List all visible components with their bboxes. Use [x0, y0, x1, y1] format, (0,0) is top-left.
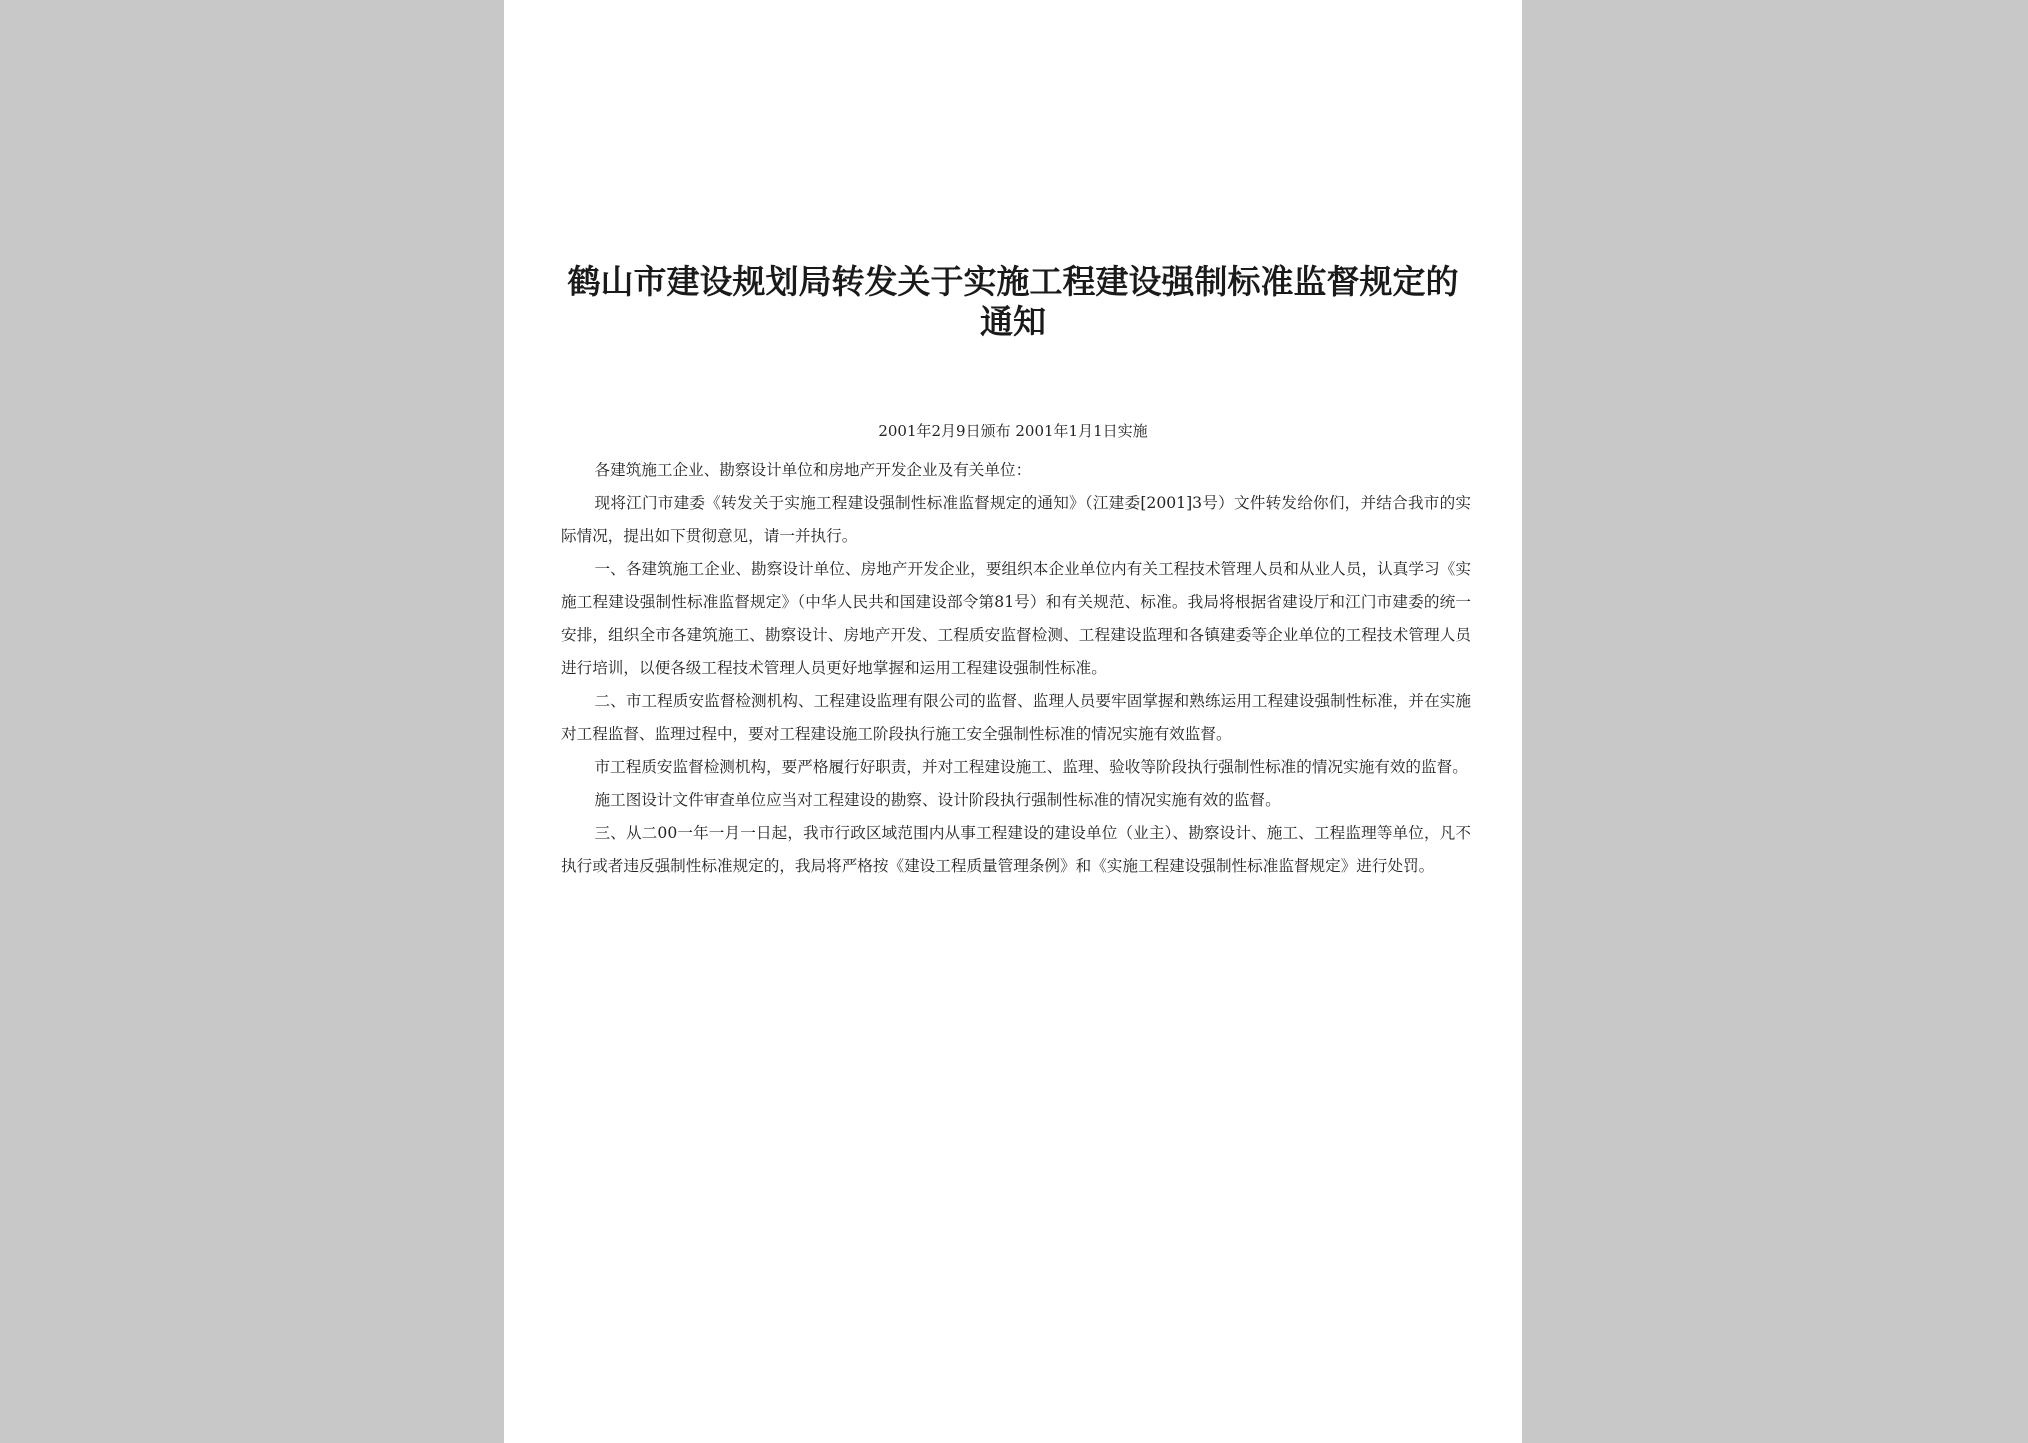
- paragraph-intro: 现将江门市建委《转发关于实施工程建设强制性标准监督规定的通知》（江建委[2001]3号）文件转发给你们，并结合我市的实际情况，提出如下贯彻意见，请一并执行。: [561, 494, 1471, 545]
- date-line: 2001年2月9日颁布 2001年1月1日实施: [878, 422, 1148, 440]
- paragraph-item-2-review: 施工图设计文件审查单位应当对工程建设的勘察、设计阶段执行强制性标准的情况实施有效的监督。: [594, 791, 1281, 809]
- document-page: [504, 0, 1522, 1443]
- paragraph-salutation: 各建筑施工企业、勘察设计单位和房地产开发企业及有关单位：: [594, 461, 1032, 479]
- document-title: 鹤山市建设规划局转发关于实施工程建设强制标准监督规定的通知: [567, 262, 1459, 341]
- paragraph-item-2-supervision: 市工程质安监督检测机构，要严格履行好职责，并对工程建设施工、监理、验收等阶段执行强制性标准的情况实施有效的监督。: [594, 758, 1468, 776]
- paragraph-item-2: 二、市工程质安监督检测机构、工程建设监理有限公司的监督、监理人员要牢固掌握和熟练运用工程建设强制性标准，并在实施对工程监督、监理过程中，要对工程建设施工阶段执行施工安全强制性标准的情况实施有效监督。: [561, 692, 1471, 743]
- paragraph-item-1: 一、各建筑施工企业、勘察设计单位、房地产开发企业，要组织本企业单位内有关工程技术管理人员和从业人员，认真学习《实施工程建设强制性标准监督规定》（中华人民共和国建设部令第81号）和有关规范、标准。我局将根据省建设厅和江门市建委的统一安排，组织全市各建筑施工、勘察设计、房地产开发、工程质安监督检测、工程建设监理和各镇建委等企业单位的工程技术管理人员进行培训，以便各级工程技术管理人员更好地掌握和运用工程建设强制性标准。: [561, 560, 1471, 677]
- paragraph-item-3: 三、从二00一年一月一日起，我市行政区域范围内从事工程建设的建设单位（业主）、勘察设计、施工、工程监理等单位，凡不执行或者违反强制性标准规定的，我局将严格按《建设工程质量管理条例》和《实施工程建设强制性标准监督规定》进行处罚。: [561, 824, 1471, 875]
- document-body: [561, 454, 1471, 883]
